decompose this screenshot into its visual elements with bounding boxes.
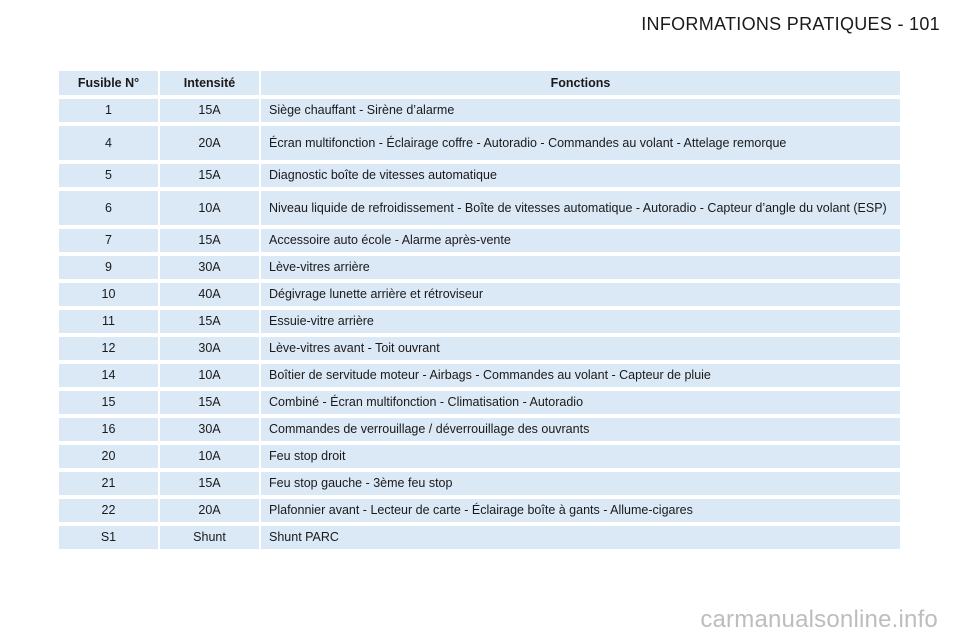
fuse-number: 21 (59, 472, 158, 495)
fuse-intensity: 15A (160, 472, 259, 495)
fuse-intensity: 30A (160, 256, 259, 279)
fuse-number: 16 (59, 418, 158, 441)
fuse-number: 20 (59, 445, 158, 468)
table-row (59, 445, 900, 468)
fuse-table (57, 67, 902, 553)
table-row (59, 126, 900, 160)
fuse-functions: Écran multifonction - Éclairage coffre - Autoradio - Commandes au volant - Attelage remorque (261, 126, 900, 160)
fuse-number: 14 (59, 364, 158, 387)
column-header-functions: Fonctions (261, 71, 900, 95)
fuse-intensity: 40A (160, 283, 259, 306)
fuse-intensity: 10A (160, 445, 259, 468)
table-row (59, 418, 900, 441)
fuse-intensity: 20A (160, 126, 259, 160)
fuse-functions: Plafonnier avant - Lecteur de carte - Éclairage boîte à gants - Allume-cigares (261, 499, 900, 522)
table-row (59, 256, 900, 279)
table-row (59, 499, 900, 522)
fuse-functions: Dégivrage lunette arrière et rétroviseur (261, 283, 900, 306)
column-header-fuse: Fusible N° (59, 71, 158, 95)
table-row (59, 472, 900, 495)
watermark: carmanualsonline.info (700, 606, 938, 633)
fuse-number: 7 (59, 229, 158, 252)
fuse-functions: Combiné - Écran multifonction - Climatisation - Autoradio (261, 391, 900, 414)
fuse-number: 5 (59, 164, 158, 187)
table-row (59, 526, 900, 549)
table-row (59, 164, 900, 187)
fuse-number: 1 (59, 99, 158, 122)
table-row (59, 391, 900, 414)
fuse-functions: Feu stop gauche - 3ème feu stop (261, 472, 900, 495)
fuse-number: 15 (59, 391, 158, 414)
fuse-intensity: Shunt (160, 526, 259, 549)
fuse-functions: Feu stop droit (261, 445, 900, 468)
fuse-intensity: 10A (160, 364, 259, 387)
fuse-intensity: 15A (160, 310, 259, 333)
table-row (59, 337, 900, 360)
fuse-intensity: 15A (160, 229, 259, 252)
fuse-functions: Essuie-vitre arrière (261, 310, 900, 333)
fuse-functions: Diagnostic boîte de vitesses automatique (261, 164, 900, 187)
fuse-intensity: 30A (160, 418, 259, 441)
fuse-number: 11 (59, 310, 158, 333)
fuse-functions: Lève-vitres arrière (261, 256, 900, 279)
column-header-intensity: Intensité (160, 71, 259, 95)
page-header: INFORMATIONS PRATIQUES - 101 (641, 14, 940, 34)
fuse-functions: Commandes de verrouillage / déverrouillage des ouvrants (261, 418, 900, 441)
fuse-intensity: 15A (160, 99, 259, 122)
fuse-number: S1 (59, 526, 158, 549)
fuse-intensity: 20A (160, 499, 259, 522)
fuse-functions: Siège chauffant - Sirène d’alarme (261, 99, 900, 122)
fuse-functions: Accessoire auto école - Alarme après-vente (261, 229, 900, 252)
table-row (59, 229, 900, 252)
fuse-intensity: 30A (160, 337, 259, 360)
fuse-number: 10 (59, 283, 158, 306)
table-row (59, 191, 900, 225)
fuse-intensity: 15A (160, 391, 259, 414)
fuse-number: 9 (59, 256, 158, 279)
table-row (59, 364, 900, 387)
table-row (59, 283, 900, 306)
fuse-functions: Shunt PARC (261, 526, 900, 549)
fuse-number: 12 (59, 337, 158, 360)
fuse-number: 22 (59, 499, 158, 522)
fuse-number: 6 (59, 191, 158, 225)
fuse-functions: Niveau liquide de refroidissement - Boîte de vitesses automatique - Autoradio - Capteur d’angle du volant (ESP) (261, 191, 900, 225)
table-header-row (59, 71, 900, 95)
fuse-number: 4 (59, 126, 158, 160)
table-row (59, 99, 900, 122)
table-row (59, 310, 900, 333)
fuse-intensity: 10A (160, 191, 259, 225)
fuse-intensity: 15A (160, 164, 259, 187)
fuse-functions: Boîtier de servitude moteur - Airbags - Commandes au volant - Capteur de pluie (261, 364, 900, 387)
fuse-functions: Lève-vitres avant - Toit ouvrant (261, 337, 900, 360)
